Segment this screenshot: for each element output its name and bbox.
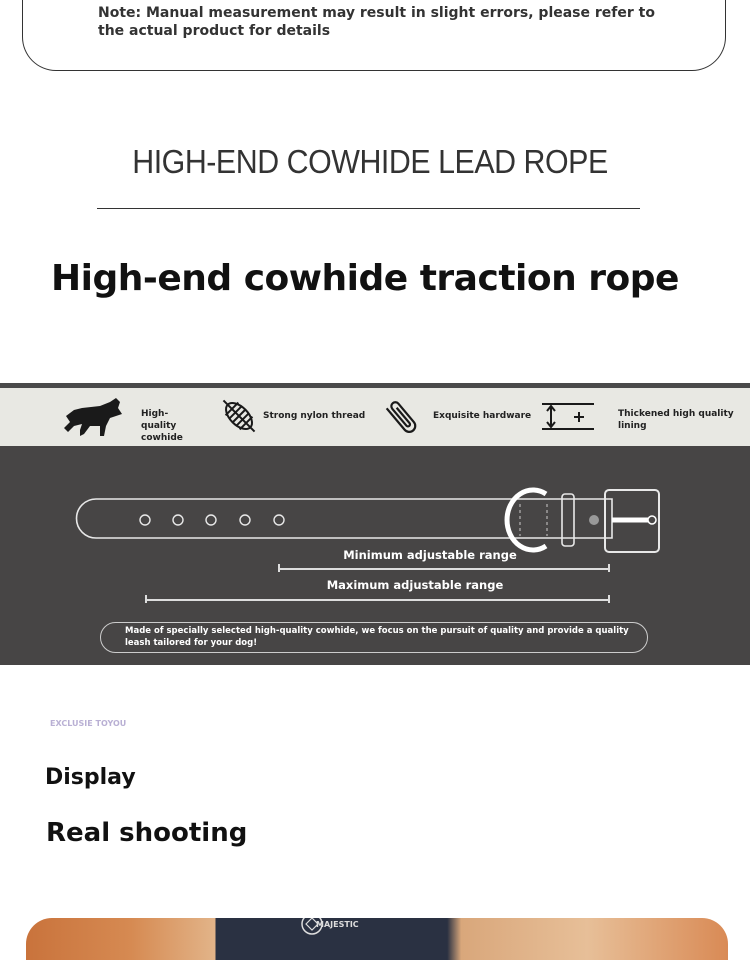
min-range-label: Minimum adjustable range: [343, 548, 517, 562]
min-range-tick-left: [278, 564, 280, 572]
shirt-logo-text: MAJESTIC: [316, 920, 359, 929]
product-description: Made of specially selected high-quality cowhide, we focus on the pursuit of quality and provide a quality leash tailored for your dog!: [125, 626, 629, 648]
paperclip-icon: [380, 396, 420, 440]
max-range-line: [145, 599, 609, 601]
real-shooting-heading: Real shooting: [46, 818, 248, 848]
max-range-label: Maximum adjustable range: [326, 578, 504, 592]
min-range-tick-right: [608, 564, 610, 572]
section-title-main: High-end cowhide traction rope: [51, 258, 679, 299]
display-heading: Display: [45, 765, 136, 790]
feature-band: [0, 388, 750, 446]
exclusive-tag: EXCLUSIE TOYOU: [50, 719, 127, 728]
title-divider: [97, 208, 640, 209]
thread-spool-icon: [218, 392, 260, 440]
product-photo: [26, 918, 728, 960]
thickness-icon: [542, 402, 596, 432]
feature-label-nylon: Strong nylon thread: [263, 411, 366, 421]
measurement-note: Note: Manual measurement may result in slight errors, please refer to the actual product for details: [98, 5, 655, 39]
section-title-upper: HIGH-END COWHIDE LEAD ROPE: [132, 143, 608, 180]
feature-label-cowhide: High-quality cowhide: [141, 409, 183, 443]
min-range-line: [278, 568, 609, 570]
max-range-tick-left: [145, 595, 147, 603]
feature-label-lining: Thickened high quality lining: [618, 409, 734, 431]
max-range-tick-right: [608, 595, 610, 603]
feature-label-hardware: Exquisite hardware: [433, 411, 532, 421]
bull-icon: [60, 396, 126, 438]
